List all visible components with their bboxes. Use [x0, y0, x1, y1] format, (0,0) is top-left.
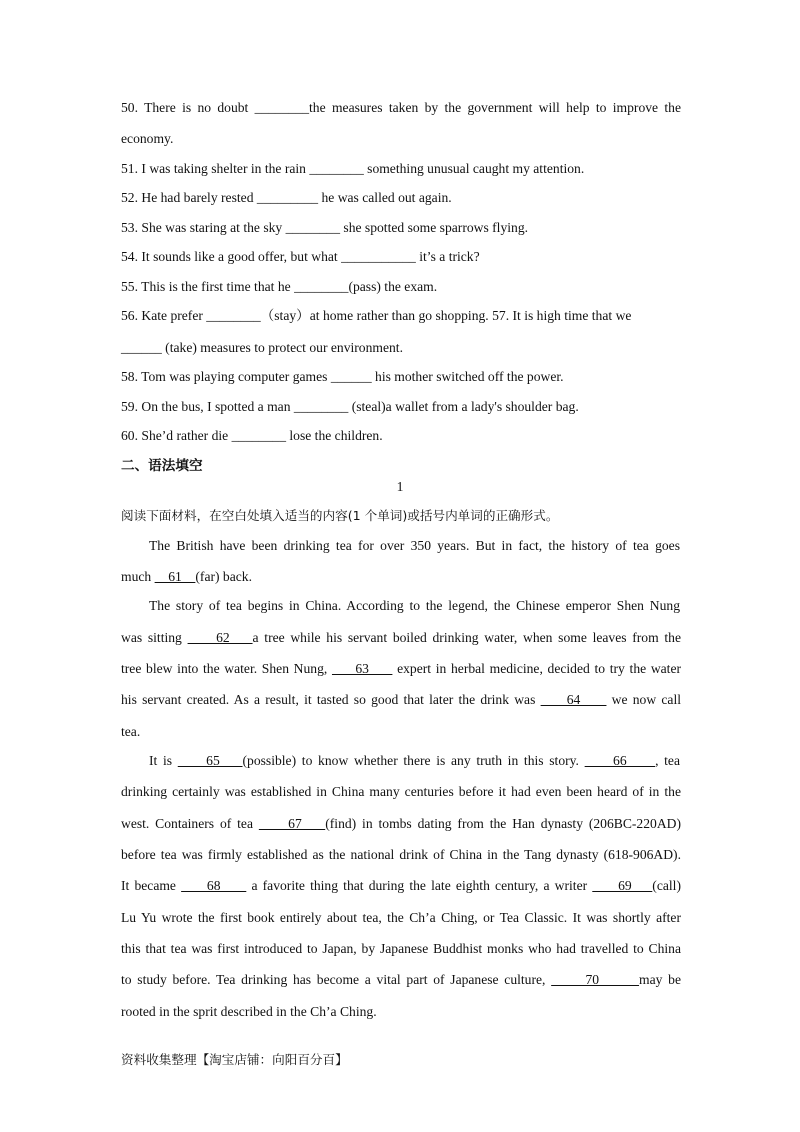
question-58: 58. Tom was playing computer games ______ his mother switched off the power. [121, 369, 564, 384]
question-59: 59. On the bus, I spotted a man ________ (steal)a wallet from a lady's shoulder bag. [121, 399, 579, 414]
answer-blank: ________ [309, 161, 364, 176]
question-text: the measures taken by the government will help to improve the [309, 100, 681, 115]
question-52: 52. He had barely rested _________ he was called out again. [121, 190, 452, 205]
answer-blank: _________ [256, 190, 319, 205]
passage-line: The story of tea begins in China. According to the legend, the Chinese emperor Shen Nung [149, 598, 680, 613]
question-text: 50. There is no doubt [121, 100, 255, 115]
passage-line: tea. [121, 724, 141, 739]
passage-line: The British have been drinking tea for over 350 years. But in fact, the history of tea goes [149, 538, 680, 553]
question-55: 55. This is the first time that he ________(pass) the exam. [121, 279, 438, 294]
question-54: 54. It sounds like a good offer, but what ___________ it’s a trick? [121, 249, 480, 264]
blank-68: 68 [181, 878, 247, 893]
passage-line: to study before. Tea drinking has become a vital part of Japanese culture, 70 may be [121, 972, 681, 987]
blank-70: 70 [551, 972, 640, 987]
passage-line: It is 65 (possible) to know whether there is any truth in this story. 66 , tea [149, 753, 681, 768]
answer-blank: ___________ [341, 249, 416, 264]
blank-69: 69 [592, 878, 653, 893]
question-text: economy. [121, 131, 174, 146]
answer-blank: ________ [254, 100, 310, 115]
question-50-continued [121, 130, 681, 148]
answer-blank: ________ [294, 279, 349, 294]
answer-blank: ________ [293, 399, 349, 414]
question-57-continued: ______ (take) measures to protect our environment. [121, 340, 403, 355]
passage-line: tree blew into the water. Shen Nung, 63 expert in herbal medicine, decided to try the water [121, 661, 682, 676]
blank-61: 61 [154, 569, 196, 584]
passage-line: rooted in the sprit described in the Ch’a Ching. [121, 1004, 377, 1019]
blank-63: 63 [331, 661, 393, 676]
question-60: 60. She’d rather die ________ lose the children. [121, 428, 383, 443]
answer-blank: ______ [121, 340, 162, 355]
passage-line: this that tea was first introduced to Japan, by Japanese Buddhist monks who had travelled to China [121, 941, 681, 956]
blank-66: 66 [584, 753, 656, 768]
instruction-text: 阅读下面材料，在空白处填入适当的内容(1 个单词)或括号内单词的正确形式。 [121, 508, 559, 523]
section-heading: 二、语法填空 [121, 458, 203, 474]
passage-line: before tea was firmly established as the national drink of China in the Tang dynasty (618-906AD). [121, 847, 681, 862]
blank-65: 65 [177, 753, 243, 768]
passage-line: much 61 (far) back. [121, 569, 252, 584]
question-51: 51. I was taking shelter in the rain ________ something unusual caught my attention. [121, 161, 585, 176]
question-50 [121, 99, 681, 117]
footer-text: 资料收集整理【淘宝店铺：向阳百分百】 [121, 1052, 348, 1067]
question-56-57: 56. Kate prefer ________（stay）at home rather than go shopping. 57. It is high time that we [121, 308, 632, 323]
passage-line: was sitting 62 a tree while his servant boiled drinking water, when some leaves from the [121, 630, 681, 645]
passage-line: his servant created. As a result, it tasted so good that later the drink was 64 we now call [121, 692, 682, 707]
answer-blank: ________ [231, 428, 286, 443]
passage-line: It became 68 a favorite thing that during the late eighth century, a writer 69 (call) [121, 878, 681, 893]
passage-line: Lu Yu wrote the first book entirely about tea, the Ch’a Ching, or Tea Classic. It was shortly after [121, 910, 681, 925]
question-53: 53. She was staring at the sky ________ she spotted some sparrows flying. [121, 220, 529, 235]
answer-blank: ________ [285, 220, 340, 235]
answer-blank: ______ [330, 369, 372, 384]
answer-blank: ________ [206, 308, 261, 323]
passage-line: west. Containers of tea 67 (find) in tombs dating from the Han dynasty (206BC-220AD) [121, 816, 681, 831]
blank-67: 67 [258, 816, 326, 831]
blank-62: 62 [187, 630, 253, 645]
page-number: 1 [396, 479, 404, 494]
blank-64: 64 [540, 692, 607, 707]
passage-line: drinking certainly was established in China many centuries before it had even been heard of in the [121, 784, 681, 799]
